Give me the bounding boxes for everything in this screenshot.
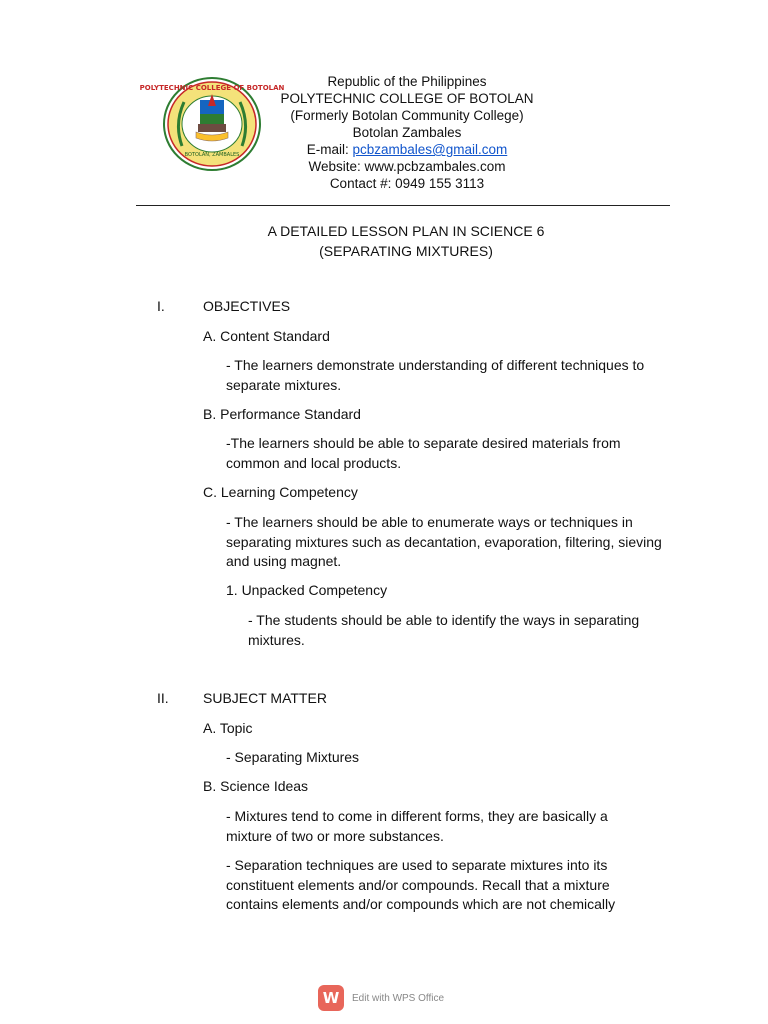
college-location: Botolan Zambales [352,125,462,140]
title-line-2: (SEPARATING MIXTURES) [319,243,493,259]
unpacked-competency-text: - The students should be able to identify the ways in separating mixtures. [248,612,640,648]
learning-competency-text: - The learners should be able to enumerate ways or techniques in separating mixtures such as decantation, evaporation, filtering, sieving and using magnet. [226,514,662,569]
content-standard-heading: A. Content Standard [203,328,330,344]
title-line-1: A DETAILED LESSON PLAN IN SCIENCE 6 [267,223,545,239]
unpacked-competency-heading: 1. Unpacked Competency [226,582,388,598]
science-ideas-text-2: - Separation techniques are used to separate mixtures into its constituent elements and/or compounds. Recall that a mixture contains elements and/or compounds which are not chemically [226,857,616,912]
email-line [256,141,558,158]
contact-line: Contact #: 0949 155 3113 [329,176,485,191]
section-1-number: I. [157,298,165,314]
header-divider [136,205,670,206]
formerly-name: (Formerly Botolan Community College) [290,108,524,123]
science-ideas-text-1: - Mixtures tend to come in different forms, they are basically a mixture of two or more substances. [226,808,608,844]
email-label: E-mail: [306,142,353,157]
section-2-title: SUBJECT MATTER [203,690,327,706]
wps-logo-icon: W [318,985,344,1011]
wps-footer[interactable] [318,985,444,1011]
republic-line: Republic of the Philippines [327,74,487,89]
seal-bottom-text: BOTOLAN, ZAMBALES [184,152,240,158]
wps-edit-label: Edit with WPS Office [352,992,445,1004]
document-title [200,221,612,261]
seal-title-text: POLYTECHNIC COLLEGE OF BOTOLAN [139,84,285,92]
college-name: POLYTECHNIC COLLEGE OF BOTOLAN [280,91,534,106]
performance-standard-text: -The learners should be able to separate desired materials from common and local products. [226,435,621,471]
science-ideas-heading: B. Science Ideas [203,778,309,794]
learning-competency-heading: C. Learning Competency [203,484,358,500]
content-standard-text: - The learners demonstrate understanding of different techniques to separate mixtures. [226,357,645,393]
topic-heading: A. Topic [203,720,253,736]
letterhead [256,73,558,192]
topic-text: - Separating Mixtures [226,749,360,765]
section-1-title: OBJECTIVES [203,298,291,314]
section-2-number: II. [157,690,169,706]
performance-standard-heading: B. Performance Standard [203,406,361,422]
email-link[interactable]: pcbzambales@gmail.com [352,142,508,157]
college-seal-logo [139,76,285,172]
website-line: Website: www.pcbzambales.com [308,159,506,174]
